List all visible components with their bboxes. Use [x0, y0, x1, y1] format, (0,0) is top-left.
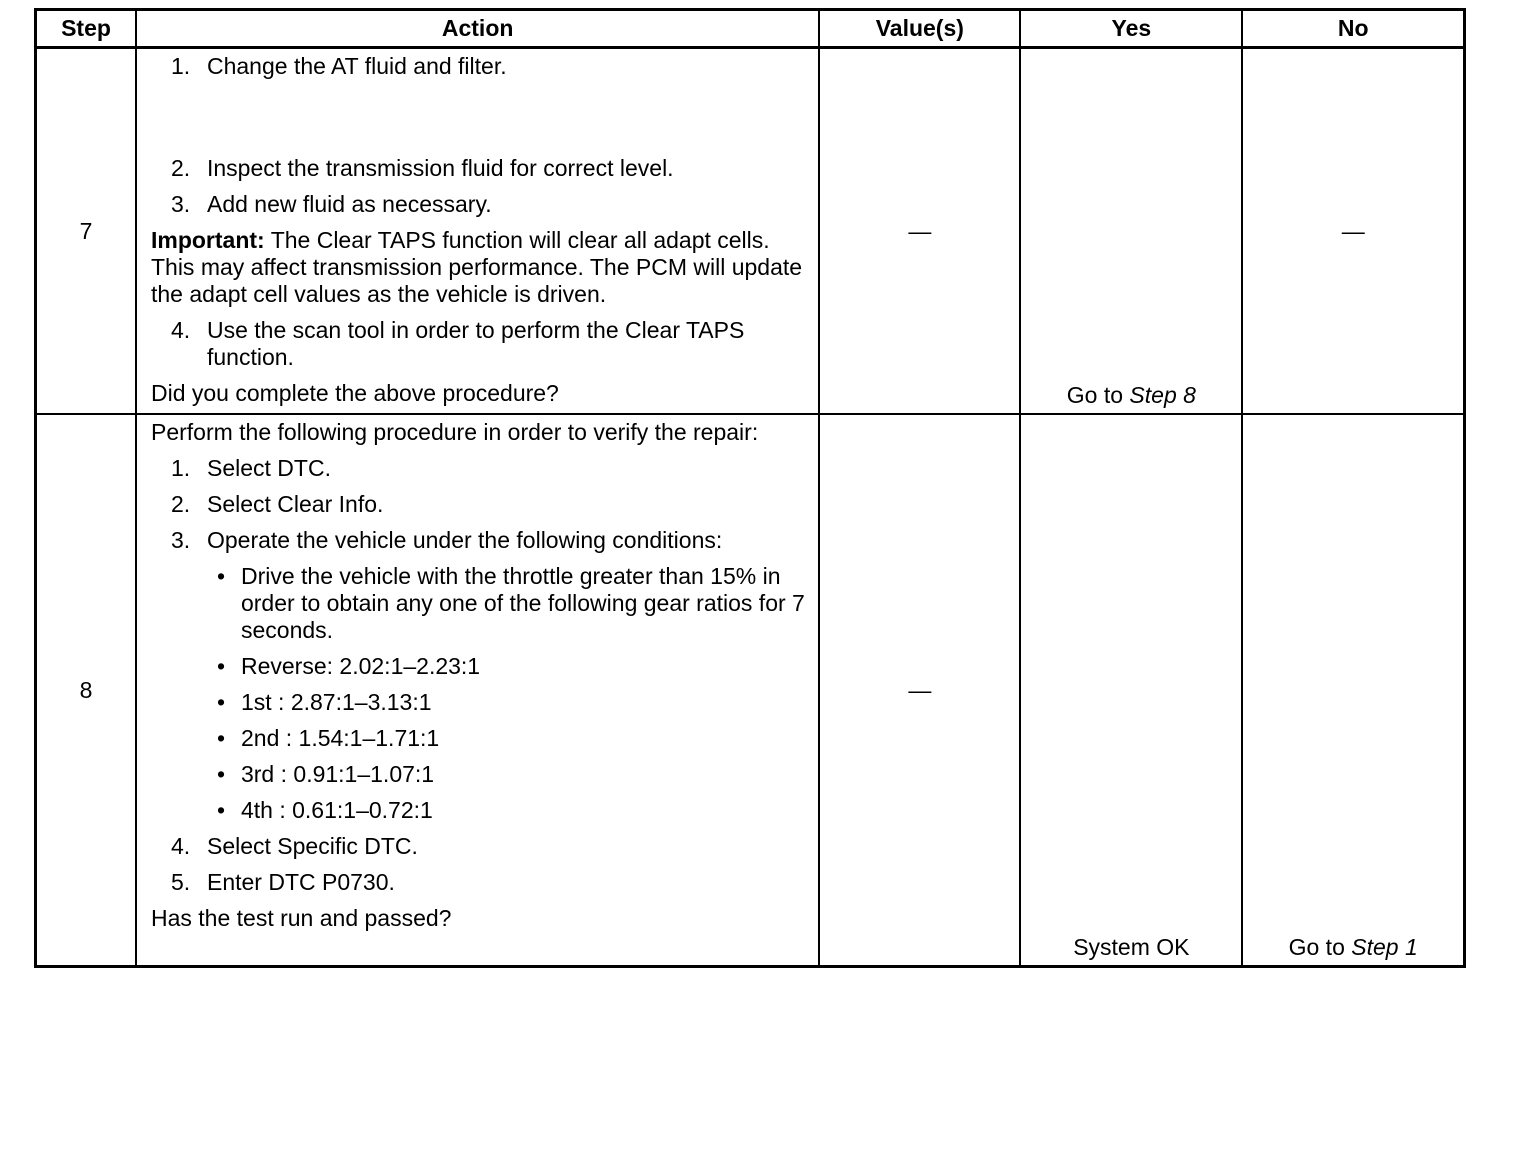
header-action: Action [136, 10, 819, 48]
list-text: Use the scan tool in order to perform the Clear TAPS function. [206, 317, 745, 370]
diagnostic-table [34, 8, 1466, 968]
list-number: 4. [170, 317, 191, 343]
list-text: Add new fluid as necessary. [206, 191, 492, 217]
table-row-step-7 [36, 48, 1465, 415]
bullet-icon: • [216, 725, 226, 751]
list-item [171, 869, 808, 896]
header-yes: Yes [1020, 10, 1242, 48]
question-text: Has the test run and passed? [150, 905, 452, 931]
step-number: 7 [36, 48, 136, 415]
list-item [171, 317, 808, 371]
list-item [171, 455, 808, 482]
list-number: 3. [170, 527, 191, 553]
list-item [171, 53, 808, 80]
list-item [171, 155, 808, 182]
list-text: Inspect the transmission fluid for correct level. [206, 155, 674, 181]
bullet-text: Drive the vehicle with the throttle greater than 15% in order to obtain any one of the following gear ratios for 7 seconds. [240, 563, 805, 643]
header-row [36, 10, 1465, 48]
step-number: 8 [36, 414, 136, 967]
header-step: Step [36, 10, 136, 48]
bullet-text: 2nd : 1.54:1–1.71:1 [240, 725, 440, 751]
list-item [171, 833, 808, 860]
bullet-item [217, 563, 808, 644]
bullet-text: 4th : 0.61:1–0.72:1 [240, 797, 433, 823]
list-text: Operate the vehicle under the following conditions: [206, 527, 723, 553]
bullet-item [217, 725, 808, 752]
bullet-item [217, 761, 808, 788]
list-item [171, 191, 808, 218]
bullet-item [217, 689, 808, 716]
bullet-text: 1st : 2.87:1–3.13:1 [240, 689, 432, 715]
yes-cell [1020, 48, 1242, 415]
important-label: Important: [150, 227, 265, 253]
bullet-icon: • [216, 653, 226, 679]
value-cell [819, 414, 1020, 967]
value-dash: — [908, 676, 932, 703]
yes-cell [1020, 414, 1242, 967]
list-number: 3. [170, 191, 191, 217]
bullet-icon: • [216, 689, 226, 715]
header-no: No [1242, 10, 1464, 48]
list-text: Select Specific DTC. [206, 833, 418, 859]
no-cell [1242, 414, 1464, 967]
no-step-ref: Step 1 [1351, 934, 1418, 960]
action-cell [136, 414, 819, 967]
yes-step-ref: Step 8 [1129, 382, 1196, 408]
list-text: Enter DTC P0730. [206, 869, 395, 895]
yes-prefix: Go to [1066, 382, 1124, 408]
list-text: Change the AT fluid and filter. [206, 53, 507, 79]
header-values: Value(s) [819, 10, 1020, 48]
no-dash: — [1341, 217, 1365, 244]
bullet-text: Reverse: 2.02:1–2.23:1 [240, 653, 481, 679]
list-number: 1. [170, 455, 191, 481]
value-cell [819, 48, 1020, 415]
yes-text: System OK [1073, 934, 1190, 960]
value-dash: — [908, 217, 932, 244]
list-number: 2. [170, 155, 191, 181]
bullet-icon: • [216, 761, 226, 787]
table-row-step-8 [36, 414, 1465, 967]
important-text: The Clear TAPS function will clear all adapt cells. This may affect transmission performance. The PCM will update the adapt cell values as the vehicle is driven. [150, 227, 803, 307]
bullet-item [217, 797, 808, 824]
list-text: Select DTC. [206, 455, 331, 481]
intro-text: Perform the following procedure in order to verify the repair: [150, 419, 759, 445]
bullet-icon: • [216, 563, 226, 589]
list-number: 4. [170, 833, 191, 859]
list-text: Select Clear Info. [206, 491, 384, 517]
bullet-text: 3rd : 0.91:1–1.07:1 [240, 761, 435, 787]
list-number: 5. [170, 869, 191, 895]
list-number: 1. [170, 53, 191, 79]
no-cell [1242, 48, 1464, 415]
list-item [171, 491, 808, 518]
question-text: Did you complete the above procedure? [150, 380, 559, 406]
action-cell [136, 48, 819, 415]
bullet-icon: • [216, 797, 226, 823]
list-item [171, 527, 808, 554]
bullet-item [217, 653, 808, 680]
important-note [151, 227, 808, 308]
list-number: 2. [170, 491, 191, 517]
no-prefix: Go to [1288, 934, 1345, 960]
